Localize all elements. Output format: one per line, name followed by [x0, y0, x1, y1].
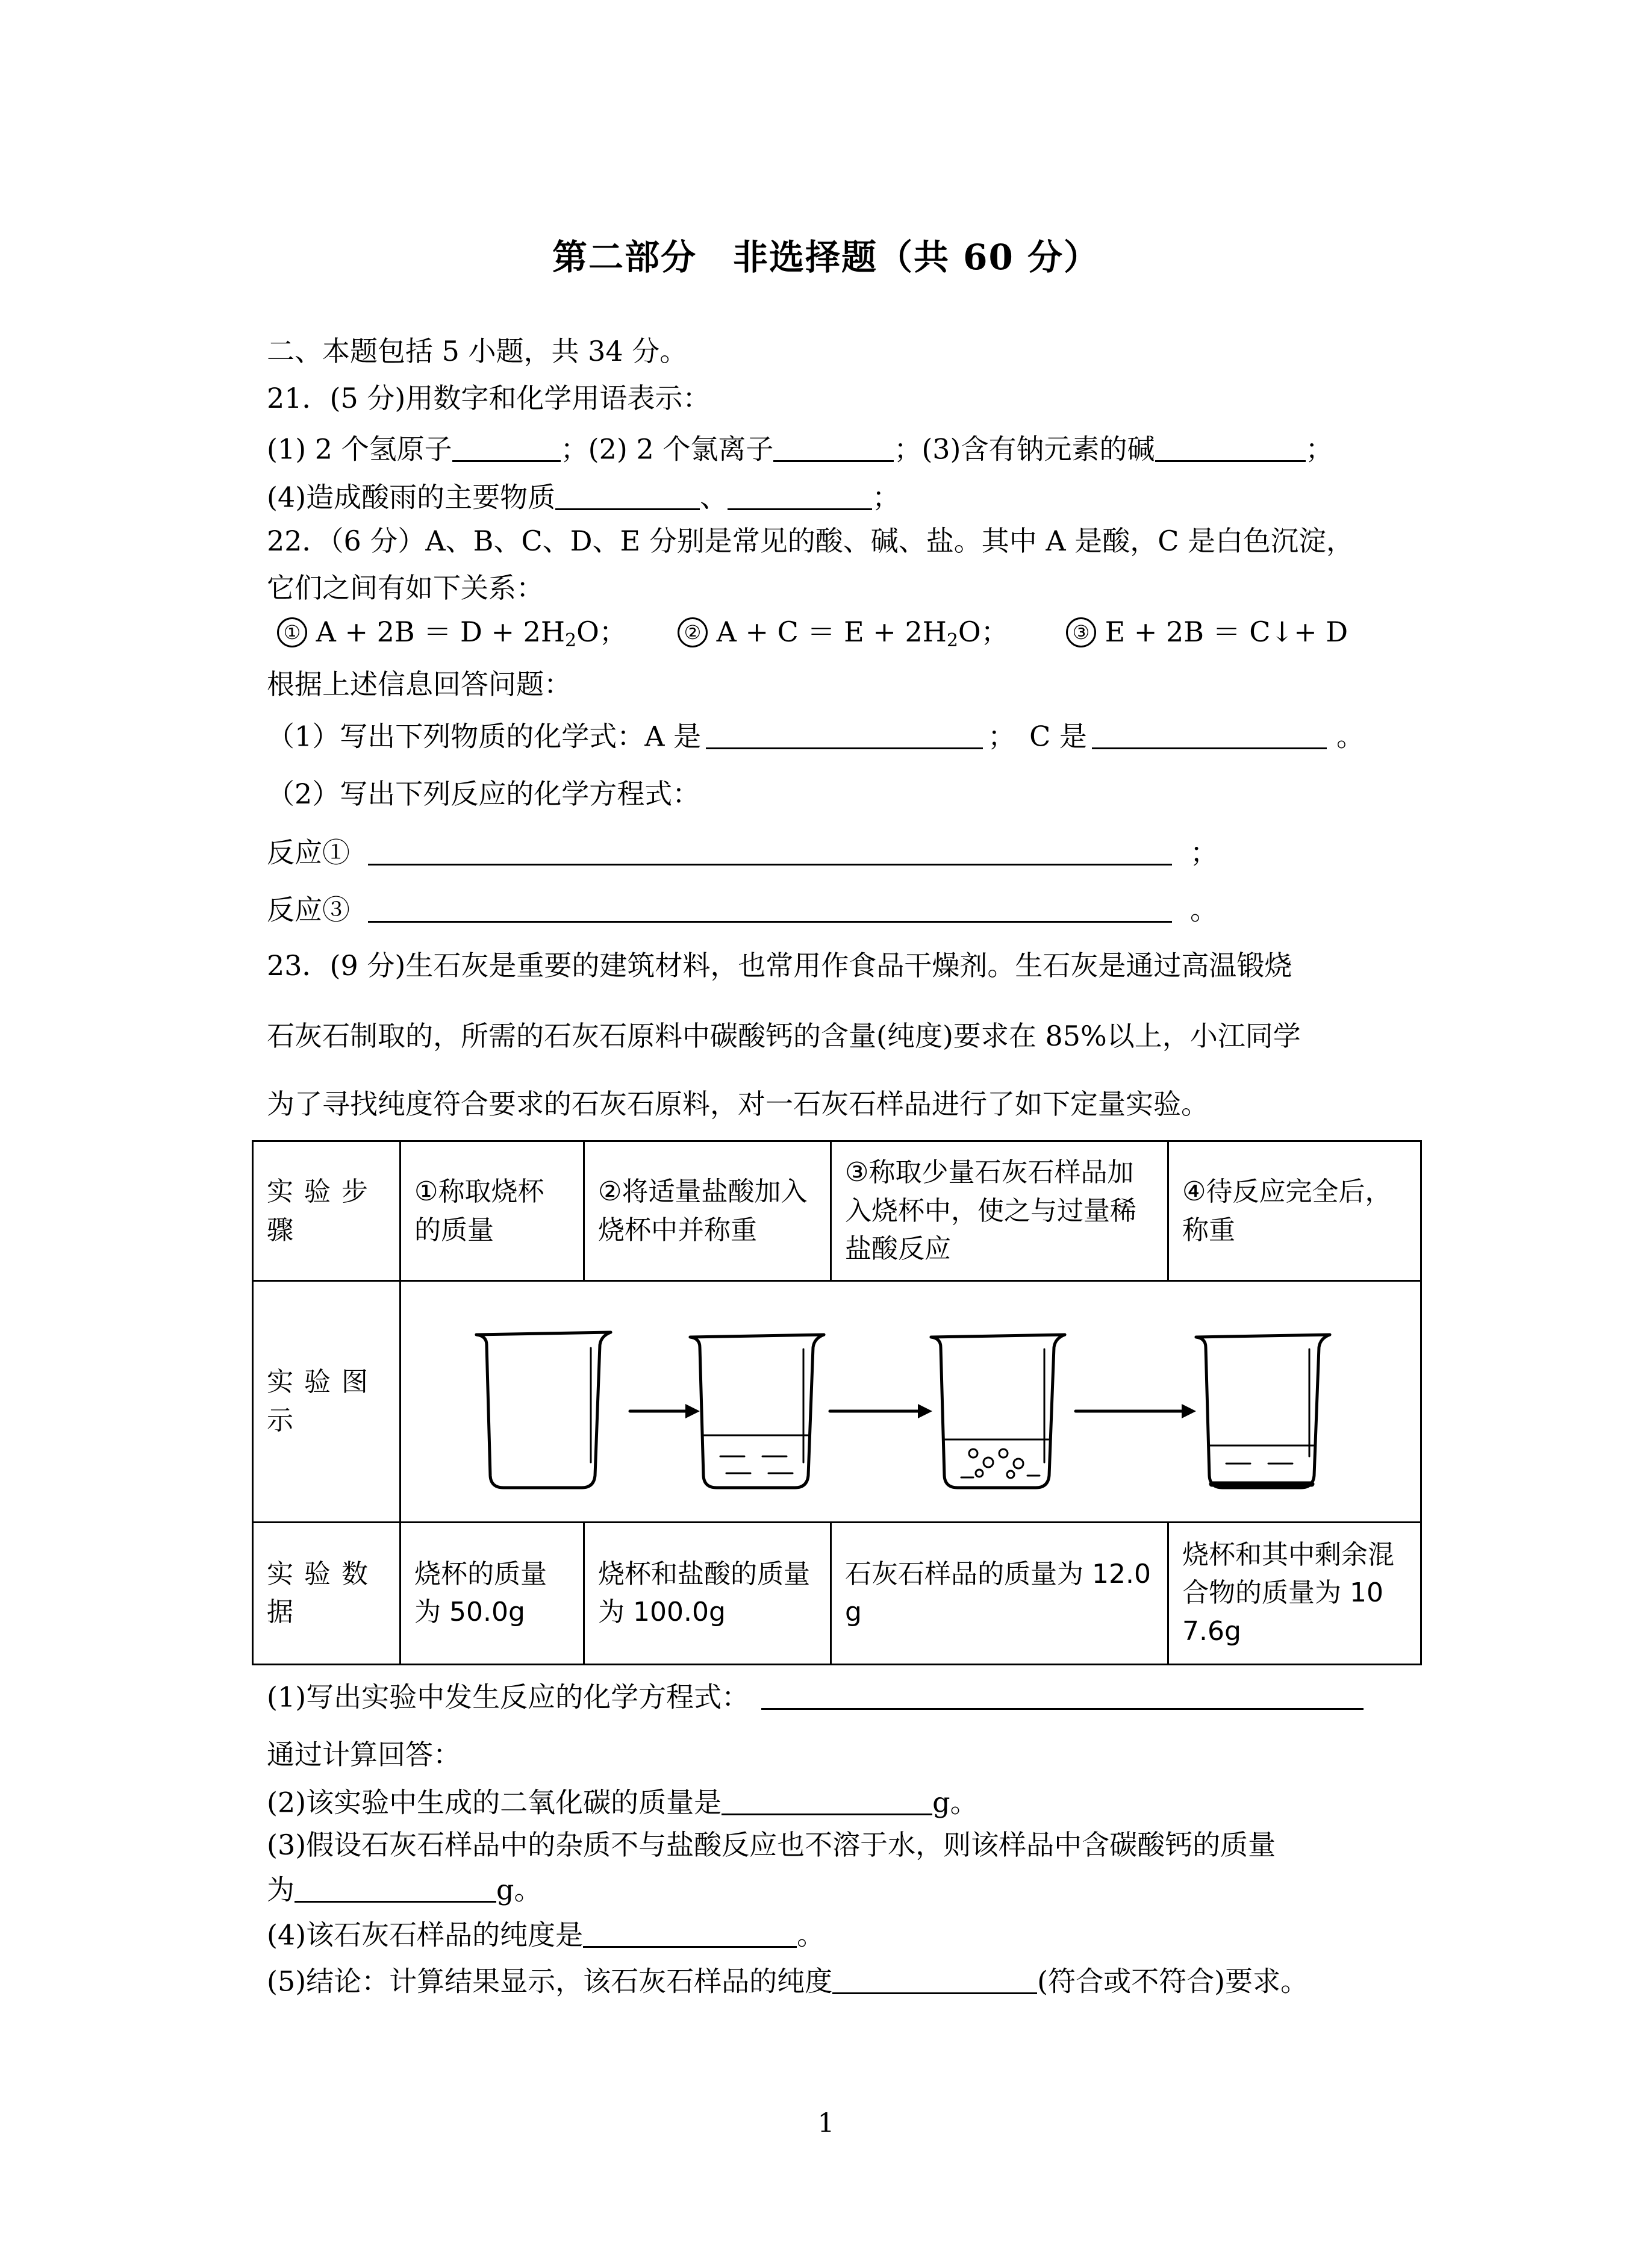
table-row — [253, 1522, 1421, 1664]
down-arrow-icon: ↓ — [1270, 616, 1294, 648]
row-head-data: 实验数据 — [253, 1522, 401, 1664]
q21-blank-5[interactable] — [728, 481, 872, 510]
reaction-2: ② $A + C = E + 2H_2O$； — [678, 617, 1009, 650]
reaction-1-blank[interactable] — [368, 836, 1172, 865]
q21-blank-1[interactable] — [452, 432, 561, 462]
beaker-reaction-icon — [931, 1335, 1065, 1488]
reaction-3-blank[interactable] — [368, 893, 1172, 923]
data-3: 石灰石样品的质量为 12.0g — [831, 1522, 1168, 1664]
reaction-1: ① $A + 2B = D + 2H_2O$； — [277, 617, 627, 650]
purity-blank[interactable] — [583, 1918, 797, 1948]
q22-sub2: （2）写出下列反应的化学方程式： — [267, 778, 700, 810]
conclusion-blank[interactable] — [832, 1965, 1037, 1994]
reaction-3-answer-line: 反应③ 。 — [267, 893, 1218, 926]
q21-intro: 21．(5 分)用数字和化学用语表示： — [267, 382, 711, 414]
data-2: 烧杯和盐酸的质量为 100.0g — [584, 1522, 831, 1664]
row-head-diagram: 实验图示 — [253, 1281, 401, 1523]
q23-line-2: 石灰石制取的，所需的石灰石原料中碳酸钙的含量(纯度)要求在 85%以上，小江同学 — [267, 1020, 1301, 1052]
q21-blank-2[interactable] — [773, 432, 894, 462]
section-intro: 二、本题包括 5 小题，共 34 分。 — [267, 335, 688, 367]
experiment-diagram-cell — [401, 1281, 1421, 1523]
beaker-empty-icon — [476, 1332, 611, 1488]
co2-mass-blank[interactable] — [722, 1786, 932, 1815]
step-2: ②将适量盐酸加入烧杯中并称重 — [584, 1141, 831, 1281]
step-4: ④待反应完全后，称重 — [1168, 1141, 1421, 1281]
q22-info: 根据上述信息回答问题： — [267, 668, 572, 700]
step-3: ③称取少量石灰石样品加入烧杯中，使之与过量稀盐酸反应 — [831, 1141, 1168, 1281]
table-row — [253, 1141, 1421, 1281]
q21-line2: (4)造成酸雨的主要物质 、 ； — [267, 481, 900, 514]
section-title: 第二部分 非选择题（共 60 分） — [552, 237, 1100, 278]
data-4: 烧杯和其中剩余混合物的质量为 107.6g — [1168, 1522, 1421, 1664]
page-number: 1 — [817, 2108, 835, 2139]
q23-a1: (1)写出实验中发生反应的化学方程式： — [267, 1680, 1364, 1711]
table-row — [253, 1281, 1421, 1523]
beaker-acid-icon — [690, 1335, 824, 1488]
q21-blank-3[interactable] — [1155, 432, 1306, 462]
q23-a3: (3)假设石灰石样品中的杂质不与盐酸反应也不溶于水，则该样品中含碳酸钙的质量 — [267, 1829, 1276, 1861]
data-1: 烧杯的质量为 50.0g — [401, 1522, 584, 1664]
experiment-table — [252, 1140, 1422, 1665]
q23-a2: (2)该实验中生成的二氧化碳的质量是 g。 — [267, 1786, 978, 1819]
reaction-3: ③ E + 2B ＝ C↓+ D — [1066, 617, 1348, 647]
reaction-1-answer-line: 反应① ； — [267, 836, 1218, 869]
q22-intro-2: 它们之间有如下关系： — [267, 572, 544, 604]
caco3-mass-blank[interactable] — [295, 1873, 496, 1903]
equation-blank[interactable] — [761, 1680, 1364, 1710]
q23-calc: 通过计算回答： — [267, 1738, 461, 1771]
q23-line-1: 23．(9 分)生石灰是重要的建筑材料，也常用作食品干燥剂。生石灰是通过高温锻烧 — [267, 949, 1292, 982]
q23-a5: (5)结论：计算结果显示，该石灰石样品的纯度 (符合或不符合)要求。 — [267, 1965, 1309, 1998]
answer-c-blank[interactable] — [1092, 720, 1327, 749]
q22-intro-1: 22．（6 分）A、B、C、D、E 分别是常见的酸、碱、盐。其中 A 是酸，C 是白色沉淀， — [267, 525, 1354, 557]
answer-a-blank[interactable] — [706, 720, 983, 749]
experiment-diagram — [401, 1282, 1419, 1511]
q22-sub1: （1）写出下列物质的化学式：A 是 ； C 是 。 — [267, 720, 1364, 753]
row-head-steps: 实验步骤 — [253, 1141, 401, 1281]
beaker-final-icon — [1196, 1335, 1330, 1488]
q23-a3b: 为 g。 — [267, 1873, 542, 1906]
q23-line-3: 为了寻找纯度符合要求的石灰石原料，对一石灰石样品进行了如下定量实验。 — [267, 1088, 1209, 1120]
q21-blank-4[interactable] — [555, 481, 700, 510]
q21-line1: (1) 2 个氢原子 ；(2) 2 个氯离子 ；(3)含有钠元素的碱 ； — [267, 432, 1333, 466]
step-1: ①称取烧杯的质量 — [401, 1141, 584, 1281]
q23-a4: (4)该石灰石样品的纯度是 。 — [267, 1918, 825, 1951]
